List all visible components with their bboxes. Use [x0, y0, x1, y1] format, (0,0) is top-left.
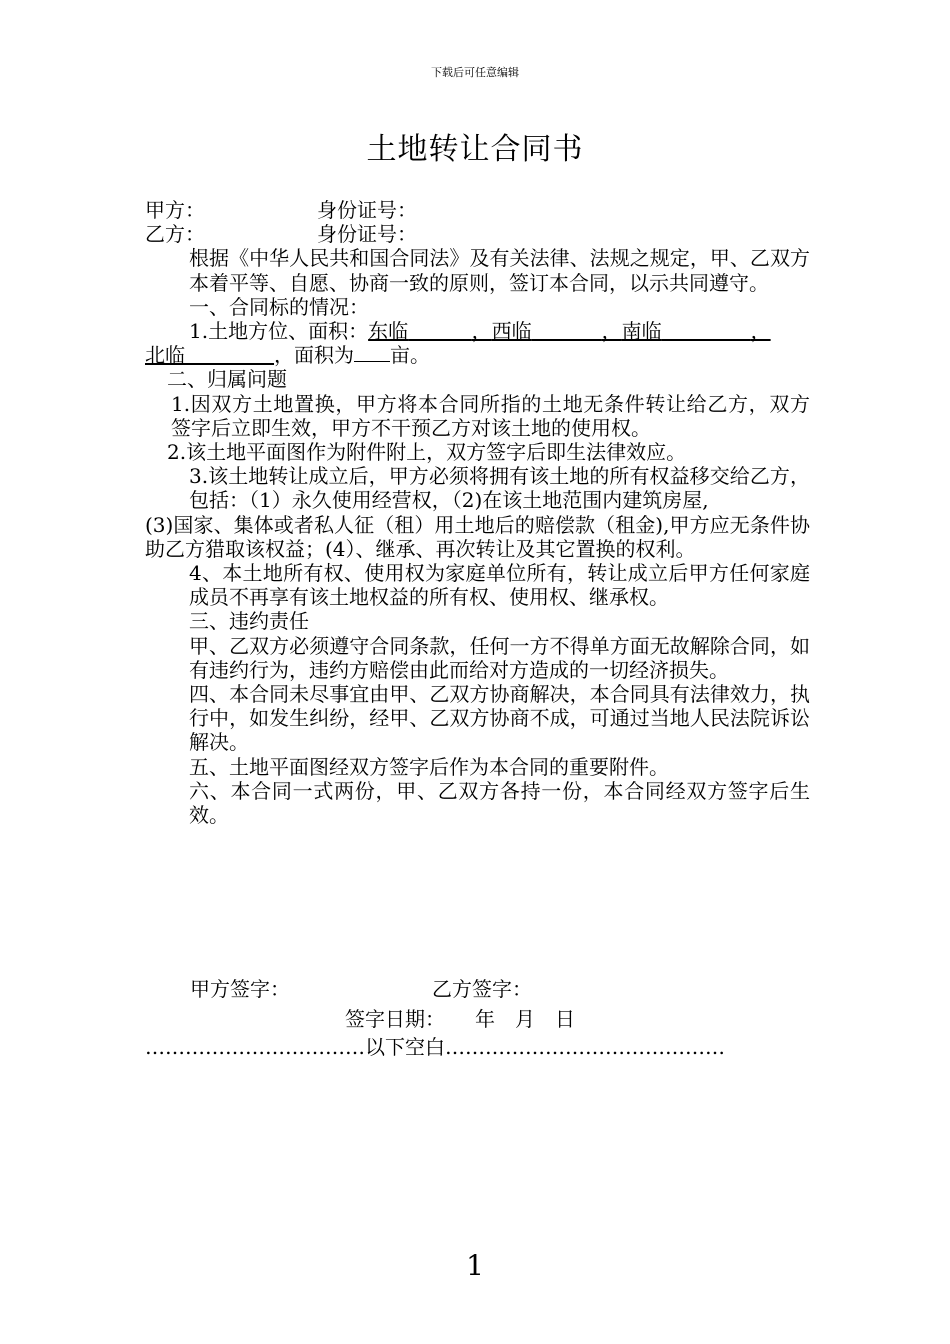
- page-number: 1: [466, 1249, 484, 1282]
- section2-item3-part1: 3.该土地转让成立后，甲方必须将拥有该土地的所有权益移交给乙方，包括：（1）永久使用经营权，（2)在该土地范围内建筑房屋,: [189, 464, 810, 513]
- section1-heading: 一、合同标的情况：: [189, 294, 369, 319]
- party-b-id-label: 身份证号：: [317, 222, 417, 247]
- signature-date-row: [345, 1007, 575, 1031]
- party-b-row: [145, 222, 810, 246]
- party-b-signature-label: 乙方签字：: [432, 977, 532, 1001]
- preamble-paragraph: 根据《中华人民共和国合同法》及有关法律、法规之规定，甲、乙双方本着平等、自愿、协商一致的原则，签订本合同，以示共同遵守。: [189, 246, 810, 295]
- section3-heading: 三、违约责任: [189, 609, 309, 634]
- date-label: 签字日期：: [345, 1007, 445, 1031]
- area-blank: [354, 343, 390, 362]
- party-b-label: 乙方：: [145, 222, 205, 247]
- contract-body: [145, 198, 810, 827]
- section3-paragraph: 甲、乙双方必须遵守合同条款，任何一方不得单方面无故解除合同，如有违约行为，违约方赔偿由此而给对方造成的一切经济损失。: [189, 633, 810, 682]
- area-unit: 亩。: [390, 343, 431, 368]
- section4-paragraph: 四、本合同未尽事宜由甲、乙双方协商解决，本合同具有法律效力，执行中，如发生纠纷，经甲、乙双方协商不成，可通过当地人民法院诉讼解决。: [189, 681, 810, 755]
- east-field: 东临 ，西临 ，南临 ，: [368, 318, 771, 343]
- area-prefix: ，面积为: [274, 343, 355, 368]
- document-title: 土地转让合同书: [366, 132, 584, 167]
- item1-prefix: 1.土地方位、面积：: [189, 318, 369, 343]
- party-a-row: [145, 198, 810, 222]
- party-a-signature-label: 甲方签字：: [190, 977, 290, 1001]
- section1-item1-row: [145, 319, 810, 343]
- section2-heading: 二、归属问题: [167, 367, 287, 392]
- date-day: 日: [555, 1007, 575, 1031]
- date-year: 年: [475, 1007, 495, 1031]
- section2-item1: 1.因双方土地置换，甲方将本合同所指的土地无条件转让给乙方，双方签字后立即生效，甲方不干预乙方对该土地的使用权。: [171, 391, 810, 440]
- header-note: 下载后可任意编辑: [431, 66, 519, 79]
- section5-paragraph: 五、土地平面图经双方签字后作为本合同的重要附件。: [189, 754, 669, 779]
- party-a-id-label: 身份证号：: [317, 198, 417, 222]
- section2-item3-part2: (3)国家、集体或者私人征（租）用土地后的赔偿款（租金),甲方应无条件协助乙方猎取该权益；(4）、继承、再次转让及其它置换的权利。: [145, 512, 810, 561]
- north-field: 北临: [145, 343, 185, 368]
- section6-paragraph: 六、本合同一式两份，甲、乙双方各持一份，本合同经双方签字后生效。: [189, 778, 810, 827]
- section1-item1-row2: [145, 343, 810, 367]
- section2-item2: 2.该土地平面图作为附件附上，双方签字后即生法律效应。: [167, 439, 687, 464]
- section2-item4: 4、本土地所有权、使用权为家庭单位所有，转让成立后甲方任何家庭成员不再享有该土地权益的所有权、使用权、继承权。: [189, 560, 810, 610]
- signature-row: [190, 977, 532, 1001]
- end-marker: ……………………………以下空白……………………………………: [145, 1035, 725, 1059]
- party-a-label: 甲方：: [145, 198, 205, 222]
- date-month: 月: [515, 1007, 535, 1031]
